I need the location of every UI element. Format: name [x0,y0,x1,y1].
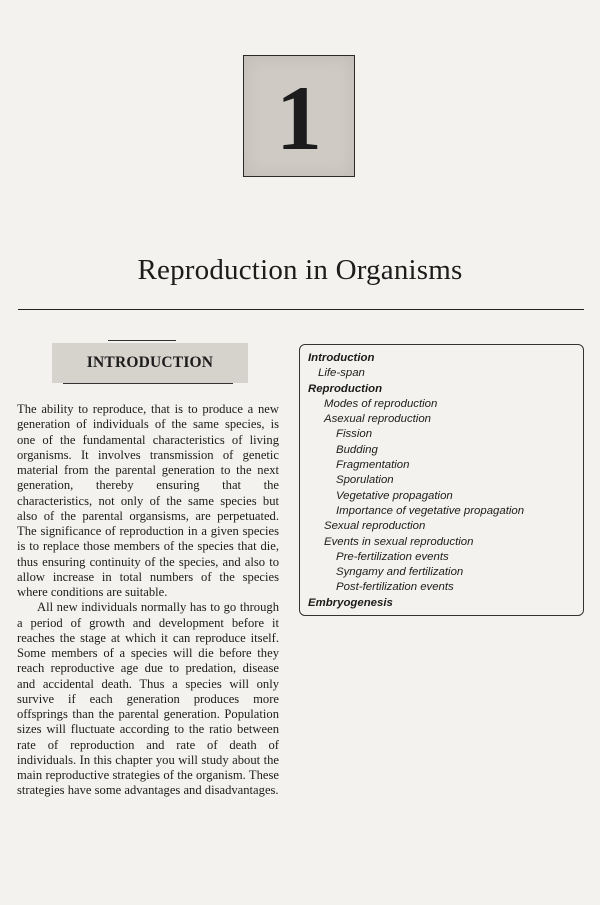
introduction-heading: INTRODUCTION [86,354,214,371]
toc-item: Post-fertilization events [336,581,454,594]
toc-item: Reproduction [308,382,383,395]
paragraph: All new individuals normally has to go through a period of growth and development before it reaches the stage at which it can reproduce itself. Some members of a species will die before they reach reproductive age due to predation, disease and accidental death. Thus a species will only survive if each generation produces more offsprings than the parental generation. Population sizes will fluctuate according to the ratio between rate of reproduction and rate of death of individuals. In this chapter you will study about the main reproductive strategies of the organism. These strategies have some advantages and disadvantages. [17,600,279,798]
chapter-title: Reproduction in Organisms [137,254,463,286]
chapter-contents-box [299,344,584,616]
paragraph: The ability to reproduce, that is to produce a new generation of individuals of the same species, is one of the fundamental characteristics of living organisms. It involves transmission of genetic material from the parental generation to the next generation, thereby ensuring that the characteristics, not only of the same species but also of the parental organsisms, are perpetuated. The significance of reproduction in a given species is to replace those members of the species that die, thus ensuring continuity of the species, and also to allow increase in total numbers of the species where conditions are suitable. [17,402,279,599]
toc-item: Life-span [318,367,365,380]
toc-item: Events in sexual reproduction [324,535,474,548]
toc-item: Importance of vegetative propagation [336,504,525,517]
toc-item: Modes of reproduction [324,397,438,410]
toc-item: Syngamy and fertilization [336,566,464,579]
introduction-body [17,402,279,799]
toc-item: Pre-fertilization events [336,550,449,563]
toc-item: Asexual reproduction [324,413,432,426]
chapter-number-box [243,55,355,177]
toc-item: Fission [336,428,373,441]
title-divider [18,309,584,310]
heading-rule-top [108,340,176,341]
toc-item: Sexual reproduction [324,520,426,533]
toc-item: Introduction [308,352,375,364]
toc-item: Embryogenesis [308,596,393,609]
toc-item: Fragmentation [336,459,410,472]
heading-rule-bottom [63,383,233,384]
chapter-number: 1 [276,67,322,169]
toc-item: Vegetative propagation [336,489,453,502]
introduction-heading-box [52,343,248,383]
toc-item: Budding [336,443,378,456]
toc-item: Sporulation [336,474,394,487]
